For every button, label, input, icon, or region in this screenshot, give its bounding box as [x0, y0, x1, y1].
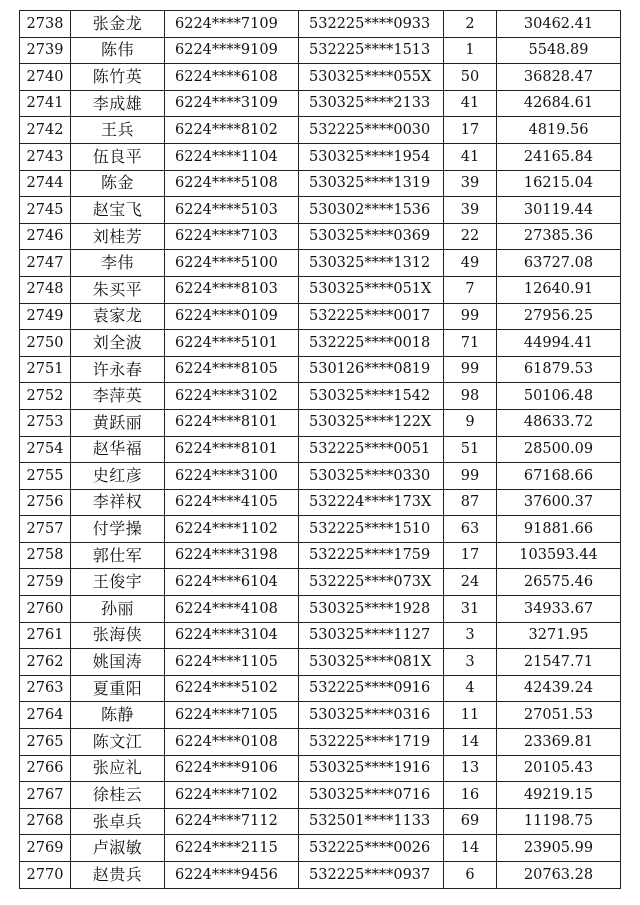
serial-number-cell: 2758 — [20, 542, 71, 569]
amount-cell: 27051.53 — [497, 702, 621, 729]
name-cell: 刘桂芳 — [71, 223, 165, 250]
bank-card-cell: 6224****3100 — [165, 463, 299, 490]
amount-cell: 26575.46 — [497, 569, 621, 596]
count-cell: 11 — [444, 702, 497, 729]
serial-number-cell: 2738 — [20, 11, 71, 38]
bank-card-cell: 6224****7109 — [165, 11, 299, 38]
name-cell: 陈文江 — [71, 729, 165, 756]
serial-number-cell: 2757 — [20, 516, 71, 543]
serial-number-cell: 2760 — [20, 596, 71, 623]
id-number-cell: 530325****1954 — [299, 143, 444, 170]
table-row — [20, 64, 621, 91]
serial-number-cell: 2751 — [20, 356, 71, 383]
bank-card-cell: 6224****4108 — [165, 596, 299, 623]
id-number-cell: 530126****0819 — [299, 356, 444, 383]
amount-cell: 42684.61 — [497, 90, 621, 117]
table-row — [20, 223, 621, 250]
id-number-cell: 532225****0018 — [299, 330, 444, 357]
bank-card-cell: 6224****7103 — [165, 223, 299, 250]
serial-number-cell: 2753 — [20, 409, 71, 436]
amount-cell: 49219.15 — [497, 782, 621, 809]
amount-cell: 23905.99 — [497, 835, 621, 862]
name-cell: 史红彦 — [71, 463, 165, 490]
id-number-cell: 532225****0030 — [299, 117, 444, 144]
count-cell: 98 — [444, 383, 497, 410]
name-cell: 陈静 — [71, 702, 165, 729]
serial-number-cell: 2742 — [20, 117, 71, 144]
count-cell: 22 — [444, 223, 497, 250]
bank-card-cell: 6224****5102 — [165, 675, 299, 702]
name-cell: 陈竹英 — [71, 64, 165, 91]
count-cell: 2 — [444, 11, 497, 38]
count-cell: 41 — [444, 143, 497, 170]
document-page — [19, 10, 620, 892]
amount-cell: 91881.66 — [497, 516, 621, 543]
bank-card-cell: 6224****5100 — [165, 250, 299, 277]
name-cell: 许永春 — [71, 356, 165, 383]
name-cell: 刘全波 — [71, 330, 165, 357]
table-body — [20, 11, 621, 889]
amount-cell: 48633.72 — [497, 409, 621, 436]
serial-number-cell: 2740 — [20, 64, 71, 91]
amount-cell: 37600.37 — [497, 489, 621, 516]
serial-number-cell: 2756 — [20, 489, 71, 516]
serial-number-cell: 2754 — [20, 436, 71, 463]
amount-cell: 4819.56 — [497, 117, 621, 144]
serial-number-cell: 2755 — [20, 463, 71, 490]
amount-cell: 27385.36 — [497, 223, 621, 250]
bank-card-cell: 6224****7102 — [165, 782, 299, 809]
name-cell: 赵贵兵 — [71, 862, 165, 889]
amount-cell: 30462.41 — [497, 11, 621, 38]
amount-cell: 67168.66 — [497, 463, 621, 490]
payment-table — [19, 10, 621, 889]
count-cell: 51 — [444, 436, 497, 463]
table-row — [20, 808, 621, 835]
id-number-cell: 532225****0916 — [299, 675, 444, 702]
id-number-cell: 530325****055X — [299, 64, 444, 91]
amount-cell: 24165.84 — [497, 143, 621, 170]
id-number-cell: 532225****073X — [299, 569, 444, 596]
count-cell: 69 — [444, 808, 497, 835]
id-number-cell: 530325****1127 — [299, 622, 444, 649]
amount-cell: 61879.53 — [497, 356, 621, 383]
bank-card-cell: 6224****9456 — [165, 862, 299, 889]
count-cell: 41 — [444, 90, 497, 117]
bank-card-cell: 6224****1104 — [165, 143, 299, 170]
amount-cell: 12640.91 — [497, 276, 621, 303]
name-cell: 赵宝飞 — [71, 197, 165, 224]
count-cell: 9 — [444, 409, 497, 436]
serial-number-cell: 2739 — [20, 37, 71, 64]
id-number-cell: 530325****122X — [299, 409, 444, 436]
name-cell: 王兵 — [71, 117, 165, 144]
id-number-cell: 530325****1928 — [299, 596, 444, 623]
bank-card-cell: 6224****6108 — [165, 64, 299, 91]
name-cell: 付学操 — [71, 516, 165, 543]
bank-card-cell: 6224****3109 — [165, 90, 299, 117]
serial-number-cell: 2744 — [20, 170, 71, 197]
table-row — [20, 516, 621, 543]
id-number-cell: 530325****2133 — [299, 90, 444, 117]
count-cell: 99 — [444, 303, 497, 330]
id-number-cell: 532225****1719 — [299, 729, 444, 756]
count-cell: 99 — [444, 356, 497, 383]
count-cell: 6 — [444, 862, 497, 889]
name-cell: 朱买平 — [71, 276, 165, 303]
table-row — [20, 11, 621, 38]
name-cell: 李伟 — [71, 250, 165, 277]
bank-card-cell: 6224****3104 — [165, 622, 299, 649]
name-cell: 陈金 — [71, 170, 165, 197]
serial-number-cell: 2750 — [20, 330, 71, 357]
bank-card-cell: 6224****4105 — [165, 489, 299, 516]
bank-card-cell: 6224****5108 — [165, 170, 299, 197]
bank-card-cell: 6224****8101 — [165, 409, 299, 436]
name-cell: 李祥权 — [71, 489, 165, 516]
table-row — [20, 835, 621, 862]
serial-number-cell: 2747 — [20, 250, 71, 277]
serial-number-cell: 2743 — [20, 143, 71, 170]
table-row — [20, 862, 621, 889]
count-cell: 31 — [444, 596, 497, 623]
amount-cell: 27956.25 — [497, 303, 621, 330]
count-cell: 1 — [444, 37, 497, 64]
count-cell: 49 — [444, 250, 497, 277]
table-row — [20, 143, 621, 170]
amount-cell: 20763.28 — [497, 862, 621, 889]
serial-number-cell: 2741 — [20, 90, 71, 117]
amount-cell: 44994.41 — [497, 330, 621, 357]
count-cell: 14 — [444, 835, 497, 862]
table-row — [20, 782, 621, 809]
table-row — [20, 702, 621, 729]
name-cell: 张应礼 — [71, 755, 165, 782]
name-cell: 张海侠 — [71, 622, 165, 649]
id-number-cell: 532225****0937 — [299, 862, 444, 889]
table-row — [20, 569, 621, 596]
table-row — [20, 649, 621, 676]
table-row — [20, 622, 621, 649]
bank-card-cell: 6224****8105 — [165, 356, 299, 383]
count-cell: 87 — [444, 489, 497, 516]
count-cell: 13 — [444, 755, 497, 782]
table-row — [20, 729, 621, 756]
bank-card-cell: 6224****0109 — [165, 303, 299, 330]
bank-card-cell: 6224****5103 — [165, 197, 299, 224]
amount-cell: 28500.09 — [497, 436, 621, 463]
serial-number-cell: 2761 — [20, 622, 71, 649]
amount-cell: 16215.04 — [497, 170, 621, 197]
serial-number-cell: 2748 — [20, 276, 71, 303]
count-cell: 17 — [444, 542, 497, 569]
amount-cell: 50106.48 — [497, 383, 621, 410]
id-number-cell: 532225****0051 — [299, 436, 444, 463]
bank-card-cell: 6224****3102 — [165, 383, 299, 410]
count-cell: 4 — [444, 675, 497, 702]
id-number-cell: 530325****1312 — [299, 250, 444, 277]
id-number-cell: 530325****051X — [299, 276, 444, 303]
table-row — [20, 383, 621, 410]
table-row — [20, 463, 621, 490]
count-cell: 39 — [444, 197, 497, 224]
table-row — [20, 303, 621, 330]
id-number-cell: 532501****1133 — [299, 808, 444, 835]
serial-number-cell: 2769 — [20, 835, 71, 862]
bank-card-cell: 6224****5101 — [165, 330, 299, 357]
name-cell: 赵华福 — [71, 436, 165, 463]
table-row — [20, 37, 621, 64]
table-row — [20, 489, 621, 516]
count-cell: 63 — [444, 516, 497, 543]
bank-card-cell: 6224****6104 — [165, 569, 299, 596]
name-cell: 王俊宇 — [71, 569, 165, 596]
name-cell: 陈伟 — [71, 37, 165, 64]
count-cell: 39 — [444, 170, 497, 197]
serial-number-cell: 2759 — [20, 569, 71, 596]
count-cell: 7 — [444, 276, 497, 303]
name-cell: 张卓兵 — [71, 808, 165, 835]
bank-card-cell: 6224****3198 — [165, 542, 299, 569]
id-number-cell: 532225****1513 — [299, 37, 444, 64]
id-number-cell: 530325****0316 — [299, 702, 444, 729]
bank-card-cell: 6224****2115 — [165, 835, 299, 862]
table-row — [20, 170, 621, 197]
serial-number-cell: 2768 — [20, 808, 71, 835]
amount-cell: 36828.47 — [497, 64, 621, 91]
serial-number-cell: 2763 — [20, 675, 71, 702]
table-row — [20, 356, 621, 383]
serial-number-cell: 2749 — [20, 303, 71, 330]
id-number-cell: 532225****1759 — [299, 542, 444, 569]
table-row — [20, 409, 621, 436]
count-cell: 3 — [444, 649, 497, 676]
bank-card-cell: 6224****9106 — [165, 755, 299, 782]
amount-cell: 5548.89 — [497, 37, 621, 64]
id-number-cell: 532225****1510 — [299, 516, 444, 543]
serial-number-cell: 2764 — [20, 702, 71, 729]
bank-card-cell: 6224****8102 — [165, 117, 299, 144]
serial-number-cell: 2770 — [20, 862, 71, 889]
amount-cell: 63727.08 — [497, 250, 621, 277]
count-cell: 71 — [444, 330, 497, 357]
count-cell: 50 — [444, 64, 497, 91]
table-row — [20, 755, 621, 782]
count-cell: 17 — [444, 117, 497, 144]
name-cell: 李萍英 — [71, 383, 165, 410]
id-number-cell: 532225****0933 — [299, 11, 444, 38]
amount-cell: 42439.24 — [497, 675, 621, 702]
name-cell: 姚国涛 — [71, 649, 165, 676]
amount-cell: 3271.95 — [497, 622, 621, 649]
name-cell: 袁家龙 — [71, 303, 165, 330]
amount-cell: 30119.44 — [497, 197, 621, 224]
table-row — [20, 250, 621, 277]
serial-number-cell: 2762 — [20, 649, 71, 676]
name-cell: 徐桂云 — [71, 782, 165, 809]
amount-cell: 34933.67 — [497, 596, 621, 623]
bank-card-cell: 6224****9109 — [165, 37, 299, 64]
table-row — [20, 90, 621, 117]
name-cell: 卢淑敏 — [71, 835, 165, 862]
bank-card-cell: 6224****8103 — [165, 276, 299, 303]
table-row — [20, 276, 621, 303]
name-cell: 伍良平 — [71, 143, 165, 170]
id-number-cell: 530325****0330 — [299, 463, 444, 490]
amount-cell: 20105.43 — [497, 755, 621, 782]
amount-cell: 11198.75 — [497, 808, 621, 835]
bank-card-cell: 6224****0108 — [165, 729, 299, 756]
name-cell: 张金龙 — [71, 11, 165, 38]
count-cell: 16 — [444, 782, 497, 809]
name-cell: 李成雄 — [71, 90, 165, 117]
amount-cell: 103593.44 — [497, 542, 621, 569]
serial-number-cell: 2765 — [20, 729, 71, 756]
table-row — [20, 330, 621, 357]
id-number-cell: 530325****1542 — [299, 383, 444, 410]
count-cell: 24 — [444, 569, 497, 596]
count-cell: 99 — [444, 463, 497, 490]
id-number-cell: 530325****081X — [299, 649, 444, 676]
table-row — [20, 117, 621, 144]
serial-number-cell: 2745 — [20, 197, 71, 224]
id-number-cell: 532225****0026 — [299, 835, 444, 862]
table-row — [20, 542, 621, 569]
id-number-cell: 530325****1319 — [299, 170, 444, 197]
bank-card-cell: 6224****7105 — [165, 702, 299, 729]
id-number-cell: 530325****1916 — [299, 755, 444, 782]
id-number-cell: 532225****0017 — [299, 303, 444, 330]
serial-number-cell: 2767 — [20, 782, 71, 809]
id-number-cell: 530325****0716 — [299, 782, 444, 809]
name-cell: 黄跃丽 — [71, 409, 165, 436]
serial-number-cell: 2766 — [20, 755, 71, 782]
amount-cell: 23369.81 — [497, 729, 621, 756]
table-row — [20, 596, 621, 623]
id-number-cell: 530302****1536 — [299, 197, 444, 224]
name-cell: 孙丽 — [71, 596, 165, 623]
serial-number-cell: 2752 — [20, 383, 71, 410]
table-row — [20, 675, 621, 702]
bank-card-cell: 6224****1102 — [165, 516, 299, 543]
name-cell: 夏重阳 — [71, 675, 165, 702]
id-number-cell: 530325****0369 — [299, 223, 444, 250]
id-number-cell: 532224****173X — [299, 489, 444, 516]
amount-cell: 21547.71 — [497, 649, 621, 676]
count-cell: 14 — [444, 729, 497, 756]
count-cell: 3 — [444, 622, 497, 649]
bank-card-cell: 6224****7112 — [165, 808, 299, 835]
name-cell: 郭仕军 — [71, 542, 165, 569]
table-row — [20, 436, 621, 463]
serial-number-cell: 2746 — [20, 223, 71, 250]
table-row — [20, 197, 621, 224]
bank-card-cell: 6224****8101 — [165, 436, 299, 463]
bank-card-cell: 6224****1105 — [165, 649, 299, 676]
